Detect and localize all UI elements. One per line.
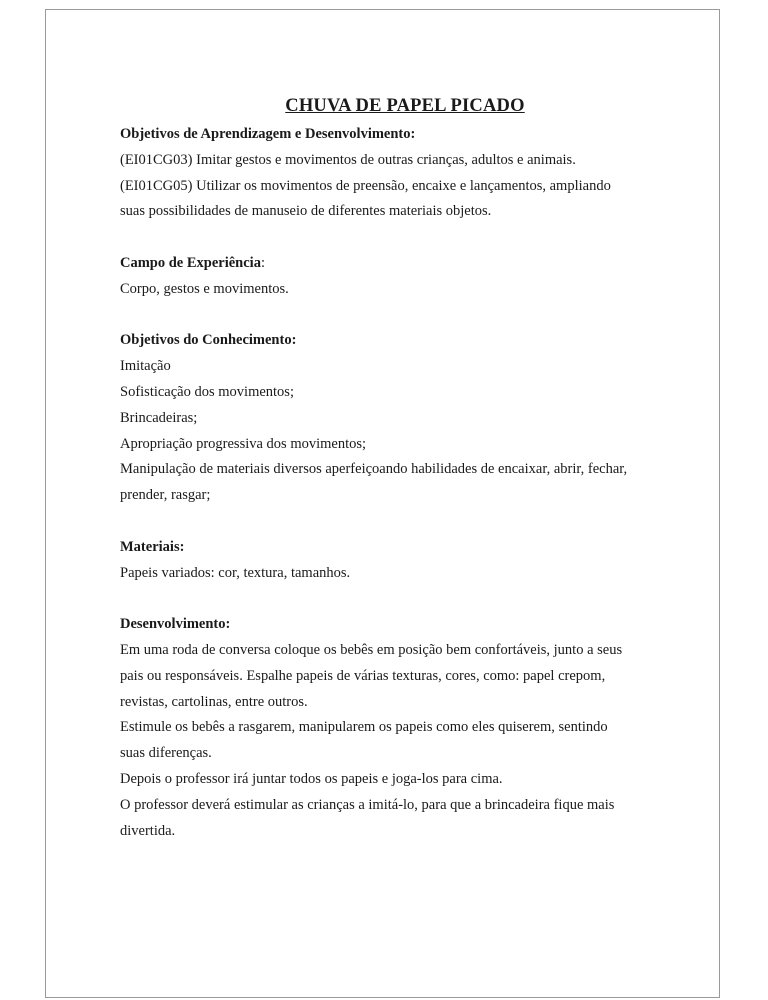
text-line: O professor deverá estimular as crianças a imitá-lo, para que a brincadeira fique mais [120,796,615,813]
text-line: Apropriação progressiva dos movimentos; [120,435,367,452]
section-heading: Desenvolvimento: [120,616,231,633]
text-line: Estimule os bebês a rasgarem, manipularem os papeis como eles quiserem, sentindo [120,719,608,736]
text-line: pais ou responsáveis. Espalhe papeis de várias texturas, cores, como: papel crepom, [120,667,606,684]
section-desenvolvimento [120,612,680,844]
text-line: Sofisticação dos movimentos; [120,383,294,400]
text-line: suas possibilidades de manuseio de diferentes materiais objetos. [120,203,492,220]
document-content [120,94,680,844]
text-line: suas diferenças. [120,745,212,762]
text-line: Manipulação de materiais diversos aperfeiçoando habilidades de encaixar, abrir, fechar, [120,461,628,478]
section-heading [120,251,680,277]
text-line: Imitação [120,358,171,375]
section-objetivos-aprendizagem [120,122,680,225]
text-line: (EI01CG05) Utilizar os movimentos de preensão, encaixe e lançamentos, ampliando [120,177,611,194]
section-campo-experiencia [120,251,680,303]
text-line: Corpo, gestos e movimentos. [120,280,289,297]
text-line: Papeis variados: cor, textura, tamanhos. [120,564,351,581]
section-objetivos-conhecimento [120,328,680,509]
text-line: divertida. [120,822,176,839]
heading-colon: : [260,254,265,271]
text-line: (EI01CG03) Imitar gestos e movimentos de outras crianças, adultos e animais. [120,151,576,168]
section-heading: Objetivos do Conhecimento: [120,332,297,349]
section-materiais [120,535,680,587]
text-line: Depois o professor irá juntar todos os papeis e joga-los para cima. [120,770,503,787]
text-line: prender, rasgar; [120,487,211,504]
text-line: Em uma roda de conversa coloque os bebês em posição bem confortáveis, junto a seus [120,641,623,658]
text-line: Brincadeiras; [120,409,198,426]
section-heading: Materiais: [120,538,185,555]
section-heading-text: Campo de Experiência [120,254,261,271]
text-line: revistas, cartolinas, entre outros. [120,693,308,710]
section-heading: Objetivos de Aprendizagem e Desenvolvimento: [120,126,416,142]
document-page [45,9,720,998]
document-title: CHUVA DE PAPEL PICADO [285,96,525,116]
